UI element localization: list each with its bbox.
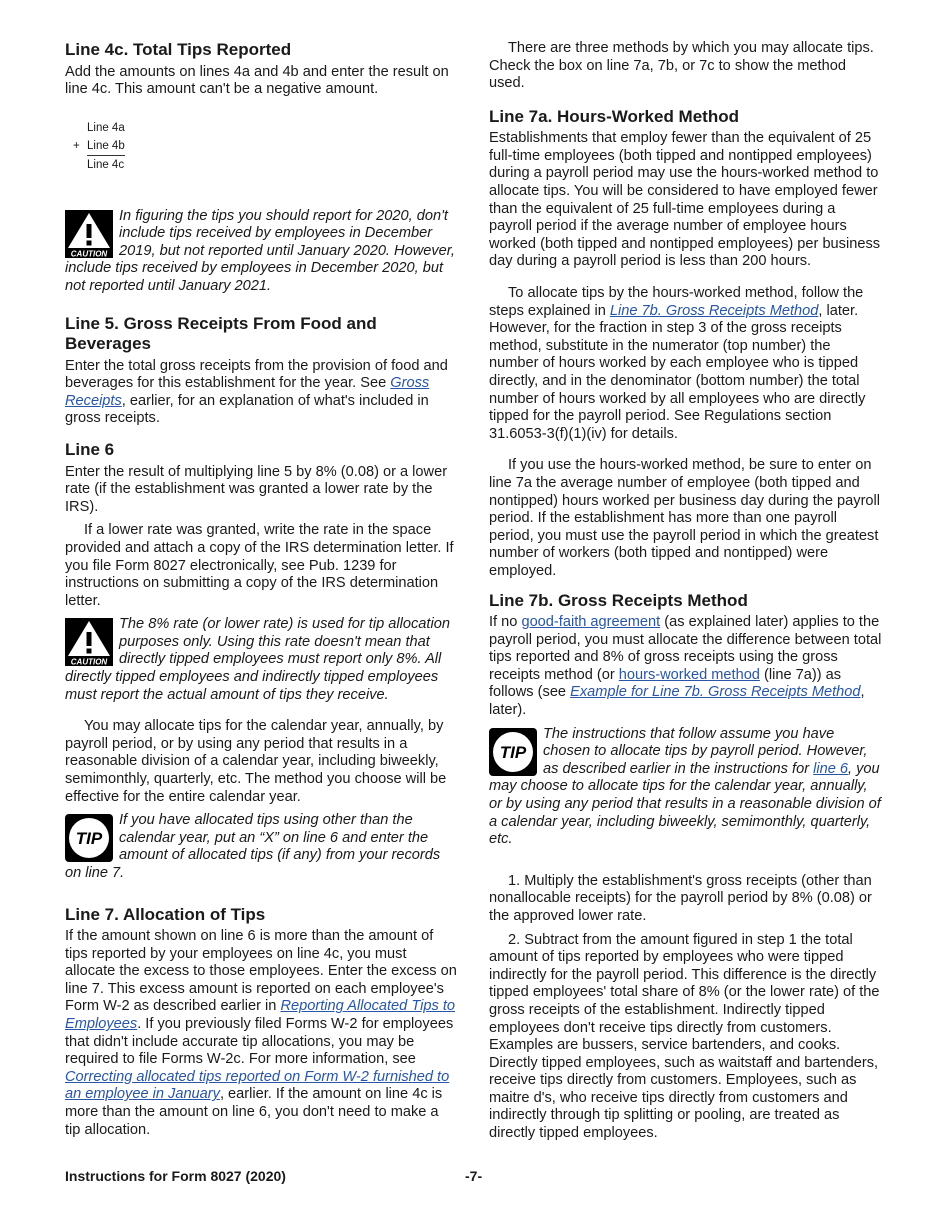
heading-line-7a: Line 7a. Hours-Worked Method [489,106,739,126]
link-correcting-allocated-tips[interactable]: Correcting allocated tips reported on Form W-2 furnished to an employee in January [65,1068,450,1103]
para-line-7a-2 [489,285,882,443]
para-line-7-text-a: If the amount shown on line 6 is more than the amount of tips reported by your employees on line 4c, you must allocate the excess to those employees. Enter the excess on line 7. This excess amount is reported on each employee's Form W-2 as described earlier in [65,928,457,1015]
para-line-7 [65,928,458,1139]
sum-line-4a: Line 4a [87,121,125,134]
step-2: 2. Subtract from the amount figured in step 1 the total amount of tips reported by employees who were tipped indirectly for the payroll period. This difference is the directly tipped employees' total share of 8% (or the lower rate) of the gross receipts of the establishment. Indirectly tipped employees don't receive tips directly from customers. Examples are bussers, service bartenders, and cooks. Directly tipped employees, such as waitstaff and bartenders, receive tips directly from customers. Employees, such as maitre d's, who receive tips directly from customers and indirectly through tip splitting or pooling, are treated as directly tipped employees. [489,931,880,1142]
sum-line-4b: Line 4b [87,137,125,156]
link-line-7b[interactable]: Line 7b. Gross Receipts Method [609,302,819,319]
para-line-7a-2-text-a: To allocate tips by the hours-worked method, follow the steps explained in [489,285,864,319]
para-line-7-text-b: . If you previously filed Forms W-2 for employees that didn't include accurate tip allocations, you may be required to file Forms W-2c. For more information, see [65,1016,454,1068]
para-line-7a-1: Establishments that employ fewer than the equivalent of 25 full-time employees (both tipped and nontipped employees) during a payroll period may use the hours-worked method to allocate tips. You will be considered to have employed fewer than the equivalent of 25 full-time employees during a payroll period if the average number of employee hours worked (both tipped and nontipped employees) per business day during a payroll period is less than 200 hours. [489,130,881,270]
link-line-6[interactable]: line 6 [813,760,849,777]
tip-icon [489,728,537,776]
caution-icon-label: CAUTION [70,657,108,667]
right-column [489,40,882,1149]
para-line-7b-text-c: (line 7a)) as follows (see [489,666,842,701]
para-line-6-2: If a lower rate was granted, write the rate in the space provided and attach a copy of the IRS determination letter. If you file Form 8027 electronically, see Pub. 1239 for instructions on submitting a copy of the IRS determination letter. [65,522,454,609]
heading-line-4c: Line 4c. Total Tips Reported [65,40,292,59]
caution-note-2 [65,616,458,704]
line-sum-diagram [73,119,133,174]
link-gross-receipts[interactable]: Gross Receipts [65,375,430,409]
tip-note-1 [65,812,458,882]
caution-icon [65,210,113,258]
footer-title: Instructions for Form 8027 (2020) [65,1168,286,1184]
tip-icon-label: TIP [499,742,527,762]
link-good-faith-agreement[interactable]: good-faith agreement [521,614,661,631]
caution-text-1: In figuring the tips you should report for 2020, don't include tips received by employees in December 2019, but not reported until January 2020. However, include tips received by employees in December 2020, but not reported until January 2021. [65,207,455,295]
heading-line-7b: Line 7b. Gross Receipts Method [489,590,748,610]
step-1: 1. Multiply the establishment's gross receipts (other than nonallocable receipts) for the payroll period by 8% (0.08) or the approved lower rate. [489,872,872,924]
page-number: -7- [465,1168,483,1184]
tip-icon [65,814,113,862]
heading-line-5: Line 5. Gross Receipts From Food and Beverages [65,313,377,354]
para-line-7b-text-a: If no [489,614,522,631]
para-line-6-1: Enter the result of multiplying line 5 by 8% (0.08) or a lower rate (if the establishment was granted a lower rate by the IRS). [65,463,448,515]
para-line-5-text-a: Enter the total gross receipts from the provision of food and beverages for this establishment for the year. See [65,357,448,392]
caution-icon [65,618,113,666]
tip-text-2-a: The instructions that follow assume you have chosen to allocate tips by payroll period. However, as described earlier in the instructions for [543,725,868,777]
tip-note-2 [489,726,882,849]
para-line-4c: Add the amounts on lines 4a and 4b and enter the result on line 4c. This amount can't be a negative amount. [65,63,449,98]
para-line-6-3: You may allocate tips for the calendar year, annually, by payroll period, or by using any period that results in a reasonable division of a calendar year, including biweekly, semimonthly, quarterly, etc. The method you choose will be effective for the entire calendar year. [65,718,447,805]
page-footer [65,1168,885,1184]
caution-icon-label: CAUTION [70,249,108,258]
sum-plus: + [73,139,80,152]
tip-text-2-b: , you may choose to allocate tips for the calendar year, annually, or by using any period that results in a reasonable division of a calendar year, including biweekly, semimonthly, quarterly, etc. [489,760,881,848]
sum-line-4c: Line 4c [87,158,125,171]
para-line-7a-3: If you use the hours-worked method, be sure to enter on line 7a the average number of employee (both tipped and nontipped) hours worked per business day during the payroll period. If the establishment has more than one payroll period, you must use the payroll period in which the greatest number of workers (both tipped and nontipped) were employed. [489,457,881,579]
link-hours-worked-method[interactable]: hours-worked method [618,666,760,683]
link-example-line-7b[interactable]: Example for Line 7b. Gross Receipts Method [570,684,861,701]
para-line-7b-text-b: (as explained later) applies to the payroll period, you must allocate the difference between total tips reported and 8% of gross receipts using the gross receipts method (or [489,614,882,683]
left-column [65,40,458,1145]
para-line-7-text-c: , earlier. If the amount on line 4c is more than the amount on line 6, you don't need to make a tip allocation. [65,1086,443,1138]
heading-line-6: Line 6 [65,440,115,460]
link-reporting-allocated-tips[interactable]: Reporting Allocated Tips to Employees [65,998,456,1033]
para-line-7b-text-d: , later). [489,684,865,718]
caution-note-1 [65,208,458,296]
tip-icon-label: TIP [75,829,103,849]
caution-text-2: The 8% rate (or lower rate) is used for tip allocation purposes only. Using this rate doesn't mean that directly tipped employees must report only 8%. All directly tipped employees and indirectly tipped employees must report the actual amount of tips they receive. [65,616,450,703]
heading-line-7: Line 7. Allocation of Tips [65,904,266,924]
para-methods-intro: There are three methods by which you may allocate tips. Check the box on line 7a, 7b, or 7c to show the method used. [489,40,874,92]
tip-text-1: If you have allocated tips using other than the calendar year, put an “X” on line 6 and enter the amount of allocated tips (if any) from your records on line 7. [65,812,441,881]
para-line-7b [489,614,882,720]
para-line-7a-2-text-b: , later. However, for the fraction in step 3 of the gross receipts method, substitute in the numerator (top number) the number of hours worked by each employee who is tipped directly, and in the denominator (bottom number) the total number of hours worked by all employees who are directly tipped for the payroll period. See Regulations section 31.6053-3(f)(1)(iv) for details. [489,302,866,442]
para-line-5 [65,358,458,428]
para-line-5-text-b: , earlier, for an explanation of what's included in gross receipts. [65,392,429,427]
